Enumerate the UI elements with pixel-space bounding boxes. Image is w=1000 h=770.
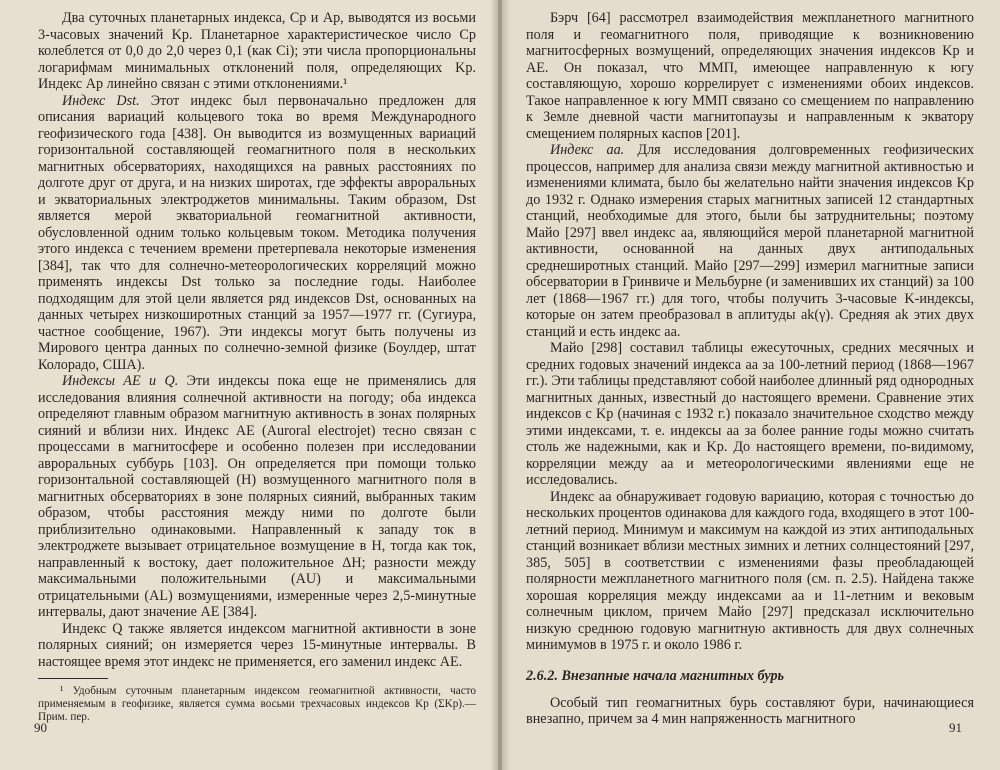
page-number-right: 91 (949, 720, 962, 735)
left-paragraph-3: Индексы AE и Q. Эти индексы пока еще не применялись для исследования влияния солнечной активности на погоду; оба индекса определяют главным образом магнитную активность в зонах полярных сияний и вблизи них. Индекс AE (Auroral electrojet) тесно связан с процессами в магнитосфере и особенно полезен при исследовании авроральных суббурь [103]. Он определяется при помощи только горизонтальной составляющей (H) возмущенного магнитного поля в магнитных обсерваториях в зоне полярных сияний, выбранных таким образом, чтобы расстояния между ними по долготе были приблизительно одинаковыми. Направленный к западу ток в электроджете вызывает отрицательное возмущение в H, тогда как ток, направленный к востоку, дает положительное ΔH; разности между максимальными положительными (AU) и максимальными отрицательными (AL) возмущениями, измеренные через 2,5-минутные интервалы, дают значение AE [384]. (38, 373, 477, 620)
right-paragraph-5: Особый тип геомагнитных бурь составляют бури, начинающиеся внезапно, причем за 4 мин напряженность магнитного (526, 694, 974, 727)
runin-heading-ae-q: Индексы AE и Q. (62, 373, 179, 389)
left-paragraph-1: Два суточных планетарных индекса, Cp и Ap, выводятся из восьми 3-часовых значений Kp. Планетарное характеристическое число Cp колеблется от 0,0 до 2,0 через 0,1 (как Ci); эти числа пропорциональны логарифмам минимальных отклонений поля, определяющих Kp. Индекс Ap линейно связан с этими отклонениями.¹ (38, 10, 476, 92)
section-heading: 2.6.2. Внезапные начала магнитных бурь (526, 667, 785, 684)
runin-heading-aa: Индекс aa. (550, 142, 625, 158)
page-number-left: 90 (34, 720, 47, 735)
left-page (0, 0, 498, 770)
right-paragraph-1: Бэрч [64] рассмотрел взаимодействия межпланетного магнитного поля и геомагнитного поля, приводящие к возникновению магнитосферных возмущений, определяющих значения индексов Kp и AE. Он показал, что ММП, имеющее направленную к югу составляющую, хорошо коррелирует с изменениями обоих индексов. Такое направленное к югу ММП связано со смещением по направлению к Земле дневной части магнитопаузы и направленным к экватору смещением полярных каспов [201]. (526, 10, 974, 142)
right-paragraph-3: Майо [298] составил таблицы ежесуточных, средних месячных и средних годовых значений индекса aa за 100-летний период (1868—1967 гг.). Эти таблицы представляют собой наиболее длинный ряд однородных магнитных данных, известный до настоящего времени. Сравнение этих индексов с Kp (начиная с 1932 г.) показало значительное сходство между этими индексами, т. е. индексы aa за более ранние годы можно считать столь же надежными, как и Kp. До настоящего времени, по-видимому, корреляции между aa и метеорологическими явлениями еще не исследовались. (526, 340, 974, 488)
book-gutter (490, 0, 510, 770)
footnote: ¹ Удобным суточным планетарным индексом геомагнитной активности, часто применяемым в геофизике, является сумма восьми трехчасовых индексов Kp (ΣKp).— Прим. пер. (38, 685, 476, 723)
right-paragraph-2: Индекс aa. Для исследования долговременных геофизических процессов, например для анализа связи между магнитной активностью и изменениями климата, было бы желательно найти значения индексов Kp до 1932 г. Однако измерения старых магнитных записей 12 стандартных станций, необходимые для этого, были бы затруднительны; поэтому Майо [297] ввел индекс aa, являющийся мерой планетарной магнитной активности, основанной на данных двух антиподальных среднеширотных станций. Майо [297—299] измерил магнитные записи обсерватории в Гринвиче и Мельбурне (и заменивших их станций) за 100 лет (1868—1967 гг.) для того, чтобы получить 3-часовые K-индексы, которые он затем преобразовал в аплитуды ak(γ). Средняя ak этих двух станций и есть индекс aa. (526, 142, 974, 340)
footnote-divider (38, 678, 108, 679)
right-page (502, 0, 1000, 770)
runin-heading-dst: Индекс Dst. (62, 92, 140, 109)
right-paragraph-4: Индекс aa обнаруживает годовую вариацию, которая с точностью до нескольких процентов одинакова для каждого года, входящего в этот 100-летний период. Минимум и максимум на каждой из этих антиподальных станций возникает вблизи местных зимних и летних солнцестояний [297, 385, 505] в соответствии с изменениями фазы преобладающей полярности межпланетного магнитного поля (см. п. 2.5). Найдена также хорошая корреляция между индексами aa и 11-летним и вековым солнечным циклом, причем Майо [297] предсказал исключительно низкую среднюю годовую магнитную активность для двух солнечных минимумов в 1975 г. и около 1986 г. (526, 488, 974, 653)
left-paragraph-2: Индекс Dst. Этот индекс был первоначально предложен для описания вариаций кольцевого тока во время Международного геофизического года [438]. Он выводится из возмущенных вариаций горизонтальной составляющей геомагнитного поля в нескольких магнитных обсерваториях, находящихся на равных расстояниях по долготе друг от друга, и на низких широтах, где эффекты авроральных и экваториальных электроджетов минимальны. Таким образом, Dst является мерой экваториальной геомагнитной активности, обусловленной одним только кольцевым током. Методика получения этого индекса с течением времени претерпевала некоторые изменения [384], так что для солнечно-метеорологических корреляций можно применять индексы Dst только за последние годы. Наиболее подходящим для этой цели является ряд индексов Dst, основанных на данных четырех низкоширотных станций за 1957—1977 гг. (Сугиура, частное сообщение, 1967). Эти индексы могут быть получены из Мирового центра данных по солнечно-земной физике (Боулдер, штат Колорадо, США). (38, 92, 476, 373)
left-paragraph-4: Индекс Q также является индексом магнитной активности в зоне полярных сияний; он измеряется через 15-минутные интервалы. В настоящее время этот индекс не применяется, его заменил индекс AE. (38, 620, 476, 670)
